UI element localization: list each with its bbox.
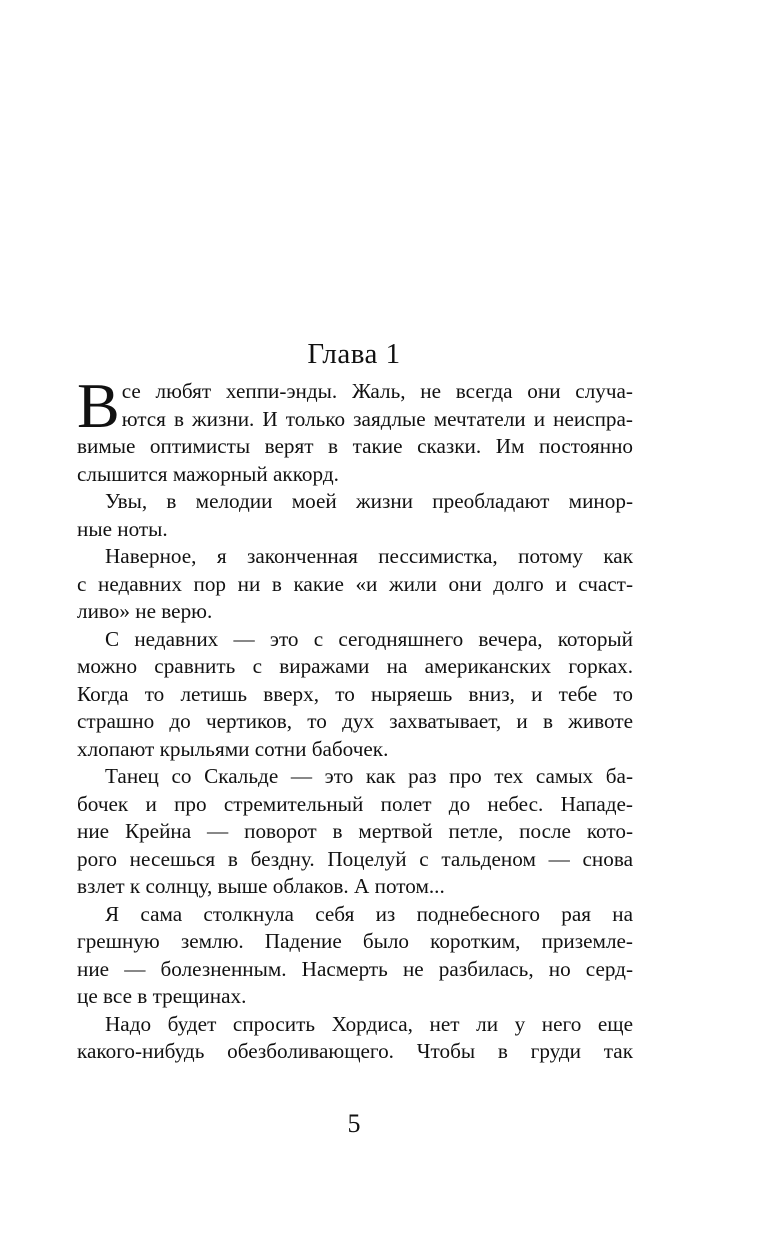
chapter-title: Глава 1 [307,338,401,370]
text-line: хлопают крыльями сотни бабочек. [77,736,389,761]
text-line: с недавних пор ни в какие «и жили они долго и счаст- [77,571,633,596]
text-line: можно сравнить с виражами на американских горках. [77,654,633,678]
text-line: це все в трещинах. [77,984,247,1008]
text-line: грешную землю. Падение было коротким, приземле- [77,929,633,953]
paragraph [77,370,633,488]
text-line: ливо» не верю. [77,599,213,623]
paragraph [77,1011,633,1066]
text-line: слышится мажорный аккорд. [77,461,339,486]
drop-cap: В [77,370,120,441]
page-number: 5 [347,1109,361,1138]
text-line: се любят хеппи-энды. Жаль, не всегда они случа- [121,379,633,403]
text-line: какого-нибудь обезболивающего. Чтобы в груди так [77,1039,633,1063]
text-line: ние — болезненным. Насмерть не разбилась, но серд- [77,956,633,981]
text-line: страшно до чертиков, то дух захватывает, и в животе [77,709,633,733]
text-line: С недавних — это с сегодняшнего вечера, который [105,626,633,651]
text-line: Танец со Скальде — это как раз про тех самых ба- [105,764,633,788]
chapter-text [77,370,633,1066]
text-line: бочек и про стремительный полет до небес. Нападе- [77,791,633,816]
paragraph [77,901,633,1011]
paragraph [77,626,633,764]
text-line: взлет к солнцу, выше облаков. А потом... [77,874,445,898]
text-line: Увы, в мелодии моей жизни преобладают минор- [105,489,633,513]
text-line: ются в жизни. И только заядлые мечтатели и неиспра- [121,406,633,431]
text-line: ные ноты. [77,516,168,541]
text-line: ние Крейна — поворот в мертвой петле, после кото- [77,819,633,843]
text-line: Наверное, я законченная пессимистка, потому как [105,544,633,568]
text-line: рого несешься в бездну. Поцелуй с тальденом — снова [77,846,633,871]
paragraph [77,488,633,543]
text-line: Надо будет спросить Хордиса, нет ли у него еще [105,1011,633,1036]
text-line: Когда то летишь вверх, то ныряешь вниз, и тебе то [77,681,633,706]
text-line: Я сама столкнула себя из поднебесного рая на [105,901,633,926]
text-line: вимые оптимисты верят в такие сказки. Им постоянно [77,434,633,458]
paragraph [77,763,633,901]
paragraph [77,543,633,626]
